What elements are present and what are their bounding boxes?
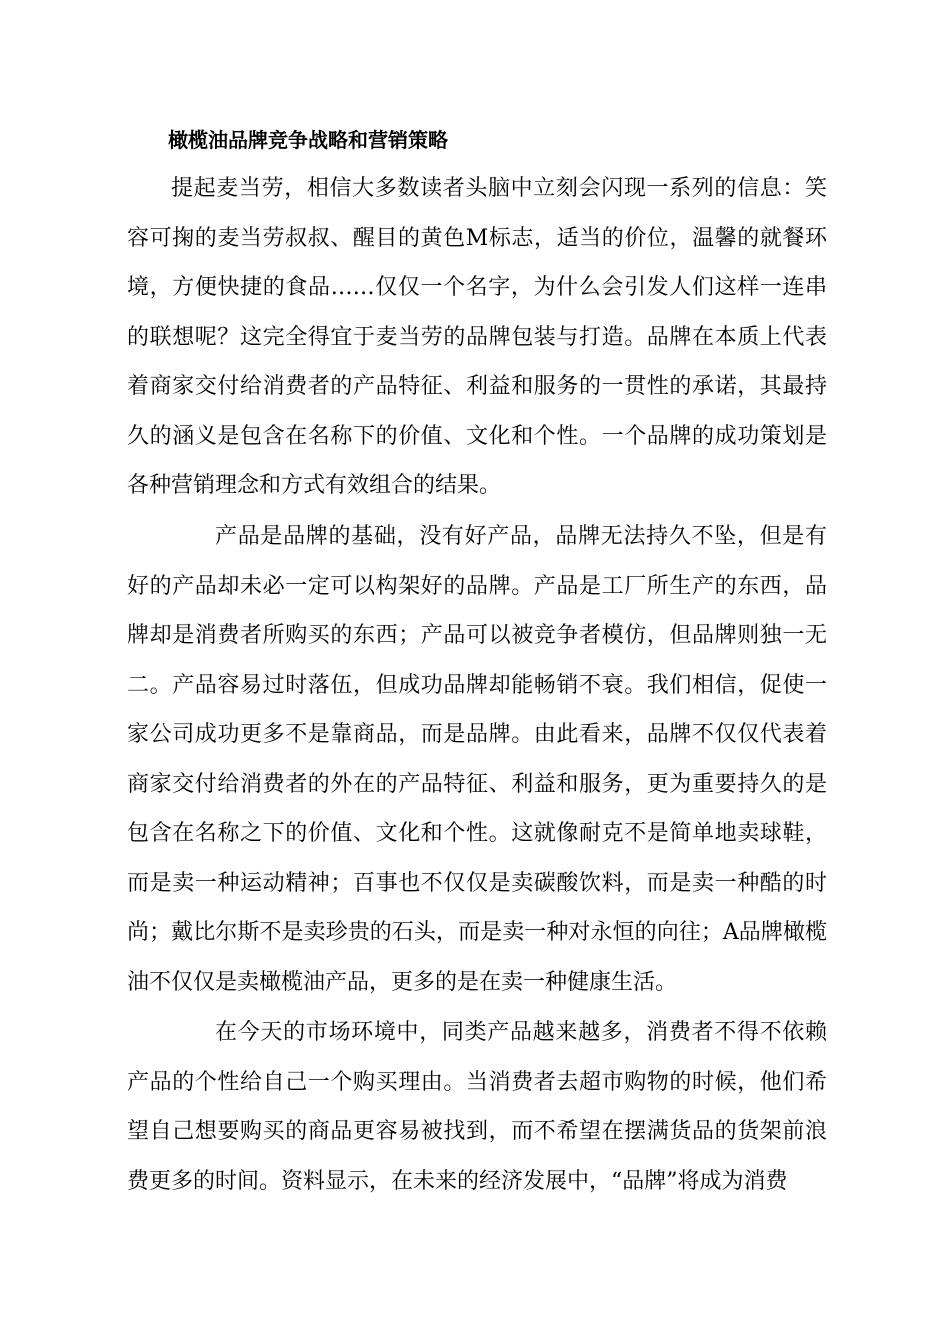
document-title: 橄榄油品牌竞争战略和营销策略	[168, 128, 448, 152]
paragraph-mcdonalds: 提起麦当劳，相信大多数读者头脑中立刻会闪现一系列的信息：笑容可掬的麦当劳叔叔、醒目的黄色M标志，适当的价位，温馨的就餐环境，方便快捷的食品……仅仅一个名字，为什么会引发人们这样一连串的联想呢？这完全得宜于麦当劳的品牌包装与打造。品牌在本质上代表着商家交付给消费者的产品特征、利益和服务的一贯性的承诺，其最持久的涵义是包含在名称下的价值、文化和个性。一个品牌的成功策划是各种营销理念和方式有效组合的结果。	[127, 176, 827, 498]
paragraph-product-brand: 产品是品牌的基础，没有好产品，品牌无法持久不坠，但是有好的产品却未必一定可以构架好的品牌。产品是工厂所生产的东西，品牌却是消费者所购买的东西；产品可以被竞争者模仿，但品牌则独一无二。产品容易过时落伍，但成功品牌却能畅销不衰。我们相信，促使一家公司成功更多不是靠商品，而是品牌。由此看来，品牌不仅仅代表着商家交付给消费者的外在的产品特征、利益和服务，更为重要持久的是包含在名称之下的价值、文化和个性。这就像耐克不是简单地卖球鞋，而是卖一种运动精神；百事也不仅仅是卖碳酸饮料，而是卖一种酷的时尚；戴比尔斯不是卖珍贵的石头，而是卖一种对永恒的向往；A品牌橄榄油不仅仅是卖橄榄油产品，更多的是在卖一种健康生活。	[127, 524, 827, 995]
paragraph-market-environment: 在今天的市场环境中，同类产品越来越多，消费者不得不依赖产品的个性给自己一个购买理由。当消费者去超市购物的时候，他们希望自己想要购买的商品更容易被找到，而不希望在摆满货品的货架前浪费更多的时间。资料显示，在未来的经济发展中，“品牌”将成为消费	[127, 1020, 827, 1194]
